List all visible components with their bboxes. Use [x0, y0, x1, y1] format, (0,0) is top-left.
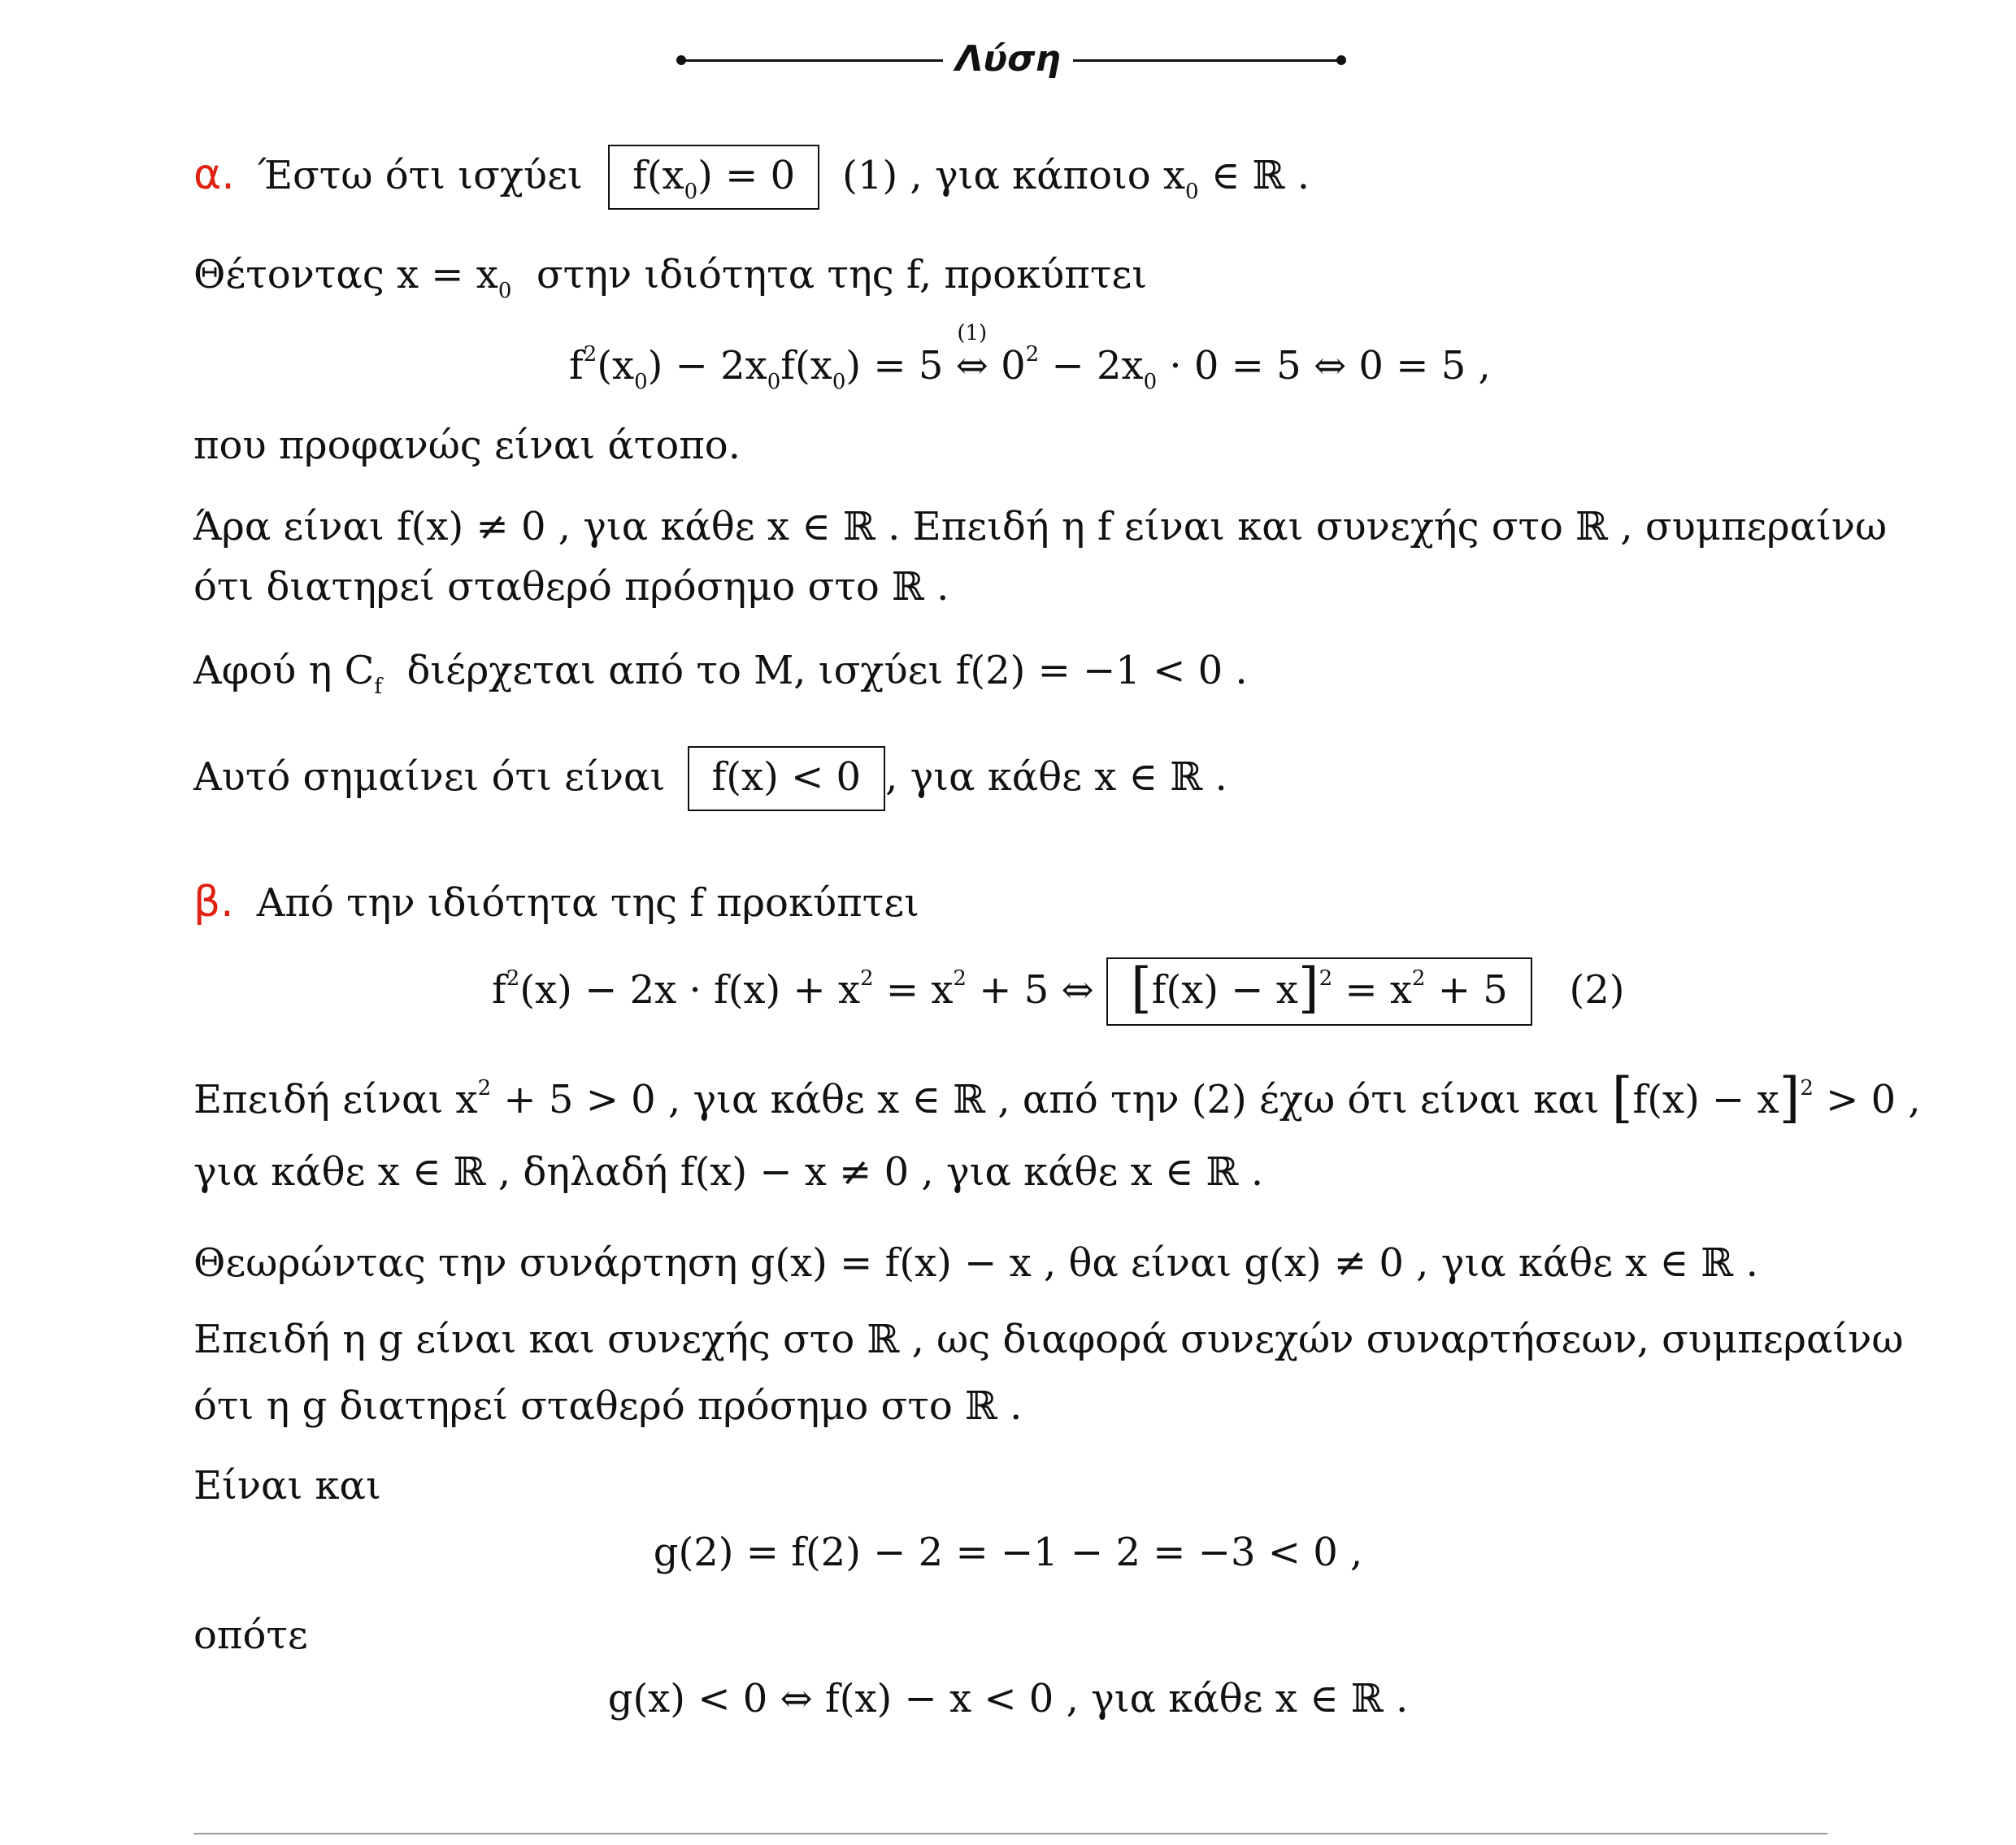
- part-b-line-4: για κάθε x ∈ ℝ , δηλαδή f(x) − x ≠ 0 , για κάθε x ∈ ℝ .: [193, 1149, 1264, 1195]
- text: διέρχεται από το Μ, ισχύει f(2) = −1 < 0 .: [406, 648, 1248, 693]
- part-a-line-8: [193, 746, 1227, 811]
- text: Επειδή είναι x: [193, 1077, 478, 1122]
- equivalence-with-ref: (1) ⇔: [956, 341, 988, 390]
- right-bullet: [1336, 55, 1346, 65]
- subscript: 0: [1185, 180, 1199, 204]
- text: f(x: [632, 153, 684, 198]
- equation-4: g(x) < 0 ⇔ f(x) − x < 0 , για κάθε x ∈ ℝ .: [607, 1676, 1409, 1721]
- part-b-label: β.: [193, 878, 234, 927]
- equation-1: $f^2(x_0) - 2x_0f(x_0) = 5$ (1) ⇔ $0^2 - 2x_0 \cdot 0 = 5$ ⇔ 0 = 5 ,: [569, 341, 1491, 390]
- part-a-line-2: [193, 250, 1148, 303]
- part-a-line-5: Άρα είναι f(x) ≠ 0 , για κάθε x ∈ ℝ . Επειδή η f είναι και συνεχής στο ℝ , συμπεραίνω: [193, 504, 1888, 549]
- boxed-conclusion: f(x) < 0: [688, 746, 886, 811]
- part-a-line-6: ότι διατηρεί σταθερό πρόσημο στο ℝ .: [193, 564, 949, 610]
- reference-1: (1): [957, 321, 988, 345]
- bottom-rule: [193, 1833, 1827, 1834]
- text: Αφού η C: [193, 648, 375, 693]
- part-b-line-8: Είναι και: [193, 1463, 381, 1509]
- part-b-line-10: οπότε: [193, 1613, 308, 1658]
- text: f(x) − x: [1632, 1077, 1779, 1122]
- equation-2: $f^2(x) - 2x \cdot f(x) + x^2 = x^2 + 5$ ⇔ $[f(x) - x]^2 = x^2 + 5$ (2): [492, 957, 1625, 1026]
- text: Αυτό σημαίνει ότι είναι: [193, 754, 666, 800]
- subscript: f: [374, 675, 382, 699]
- text: ) = 0: [697, 153, 796, 198]
- equation-tag: (2): [1569, 967, 1625, 1013]
- text: , για κάθε x ∈ ℝ .: [885, 754, 1227, 800]
- part-a-line-4: που προφανώς είναι άτοπο.: [193, 423, 741, 468]
- part-a-line-1: [193, 145, 1310, 210]
- left-rule: [681, 59, 943, 62]
- part-a-line-7: [193, 646, 1248, 699]
- text: στην ιδιότητα της f, προκύπτει: [536, 252, 1148, 297]
- part-b-line-3: Επειδή είναι $x^2 + 5 > 0$ , για κάθε x ∈ ℝ , από την (2) έχω ότι είναι και $[f(x) - x]^2 > 0$ ,: [193, 1066, 1921, 1129]
- text: ∈ ℝ .: [1210, 153, 1310, 198]
- text: Θέτοντας x = x: [193, 252, 498, 297]
- right-rule: [1073, 59, 1341, 62]
- part-b-line-7: ότι η g διατηρεί σταθερό πρόσημο στο ℝ .: [193, 1383, 1023, 1429]
- part-b-line-6: Επειδή η g είναι και συνεχής στο ℝ , ως διαφορά συνεχών συναρτήσεων, συμπεραίνω: [193, 1317, 1904, 1362]
- equation-3: g(2) = f(2) − 2 = −1 − 2 = −3 < 0 ,: [653, 1530, 1363, 1575]
- part-b-line-5: Θεωρώντας την συνάρτηση g(x) = f(x) − x , θα είναι g(x) ≠ 0 , για κάθε x ∈ ℝ .: [193, 1240, 1758, 1286]
- subscript: 0: [497, 279, 512, 303]
- boxed-identity: $[f(x) - x]^2 = x^2 + 5$: [1106, 957, 1532, 1026]
- subscript: 0: [684, 180, 698, 204]
- text: Από την ιδιότητα της f προκύπτει: [256, 880, 919, 926]
- part-b-line-1: [193, 878, 919, 927]
- solution-heading: Λύση: [955, 38, 1061, 80]
- part-a-label: α.: [193, 150, 235, 199]
- boxed-assumption: [608, 145, 819, 210]
- text: (1) , για κάποιο x: [842, 153, 1186, 198]
- text: Έστω ότι ισχύει: [257, 153, 583, 198]
- text: + 5 > 0 , για κάθε x ∈ ℝ , από την (2) έχω ότι είναι και: [491, 1077, 1612, 1122]
- text: > 0 ,: [1813, 1077, 1921, 1122]
